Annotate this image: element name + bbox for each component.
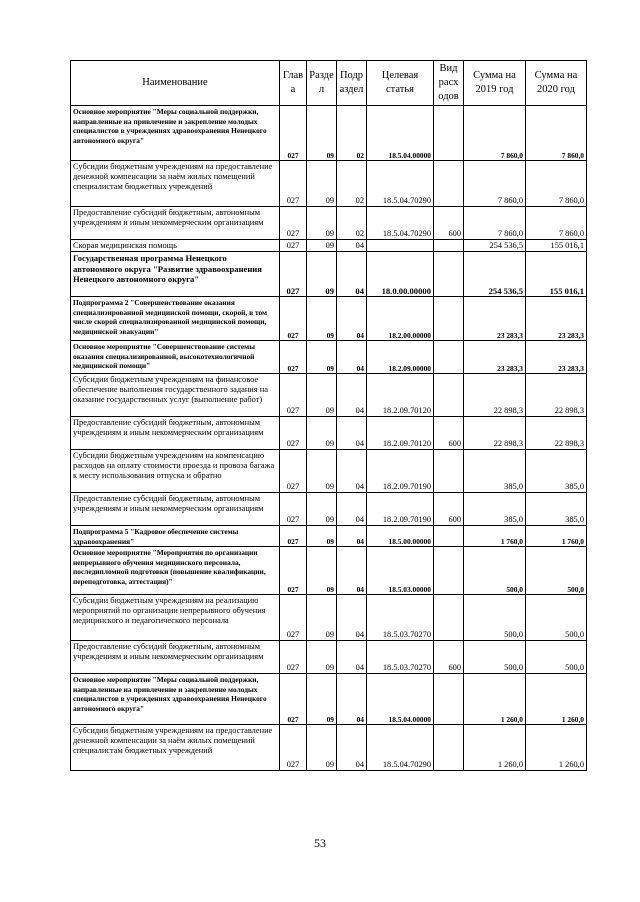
row-subsection: 02 — [337, 207, 367, 240]
row-chapter: 027 — [280, 341, 307, 374]
header-name: Наименование — [71, 61, 280, 106]
row-expense-type — [434, 450, 464, 493]
row-sum-2020: 22 898,3 — [526, 374, 587, 417]
row-target: 18.2.09.70190 — [367, 450, 434, 493]
table-row — [71, 341, 587, 374]
row-section: 09 — [307, 417, 337, 450]
table-row — [71, 417, 587, 450]
row-section: 09 — [307, 240, 337, 252]
row-name: Предоставление субсидий бюджетным, автономным учреждениям и иным некоммерческим организациям — [71, 641, 280, 674]
table-row — [71, 493, 587, 526]
row-section: 09 — [307, 493, 337, 526]
row-name: Основное мероприятие "Меры социальной поддержки, направленные на привлечение и закрепление молодых специалистов в учреждениях здравоохранения Ненецкого автономного округа" — [71, 106, 280, 161]
row-section: 09 — [307, 106, 337, 161]
row-sum-2020: 500,0 — [526, 547, 587, 595]
row-sum-2019: 23 283,3 — [464, 341, 526, 374]
row-chapter: 027 — [280, 526, 307, 547]
table-row — [71, 674, 587, 725]
row-section: 09 — [307, 374, 337, 417]
row-chapter: 027 — [280, 595, 307, 641]
row-name: Субсидии бюджетным учреждениям на предоставление денежной компенсации за наём жилых помещений специалистам бюджетных учреждений — [71, 725, 280, 771]
table-row — [71, 450, 587, 493]
row-chapter: 027 — [280, 374, 307, 417]
row-subsection: 04 — [337, 374, 367, 417]
row-expense-type — [434, 547, 464, 595]
row-sum-2020: 155 016,1 — [526, 252, 587, 297]
row-subsection: 04 — [337, 641, 367, 674]
header-subsection: Подр аздел — [337, 61, 367, 106]
row-subsection: 04 — [337, 674, 367, 725]
row-expense-type — [434, 674, 464, 725]
row-chapter: 027 — [280, 252, 307, 297]
row-section: 09 — [307, 297, 337, 341]
row-sum-2019: 1 260,0 — [464, 674, 526, 725]
row-subsection: 04 — [337, 240, 367, 252]
row-subsection: 04 — [337, 595, 367, 641]
row-subsection: 04 — [337, 252, 367, 297]
row-expense-type: 600 — [434, 207, 464, 240]
table-row — [71, 161, 587, 207]
row-sum-2020: 23 283,3 — [526, 297, 587, 341]
row-sum-2020: 500,0 — [526, 595, 587, 641]
row-chapter: 027 — [280, 641, 307, 674]
table-row — [71, 595, 587, 641]
row-sum-2020: 155 016,1 — [526, 240, 587, 252]
row-sum-2019: 7 860,0 — [464, 207, 526, 240]
row-sum-2020: 7 860,0 — [526, 207, 587, 240]
row-target: 18.2.09.70120 — [367, 374, 434, 417]
row-name: Субсидии бюджетным учреждениям на компенсацию расходов на оплату стоимости проезда и провоза багажа к месту использования отпуска и обратно — [71, 450, 280, 493]
row-name: Основное мероприятие "Меры социальной поддержки, направленные на привлечение и закрепление молодых специалистов в учреждениях здравоохранения Ненецкого автономного округа" — [71, 674, 280, 725]
table-body — [71, 106, 587, 771]
row-expense-type: 600 — [434, 641, 464, 674]
row-sum-2020: 23 283,3 — [526, 341, 587, 374]
row-sum-2019: 385,0 — [464, 493, 526, 526]
row-target: 18.5.04.00000 — [367, 674, 434, 725]
row-chapter: 027 — [280, 725, 307, 771]
row-target: 18.5.03.70270 — [367, 641, 434, 674]
row-sum-2019: 1 760,0 — [464, 526, 526, 547]
row-target: 18.2.09.00000 — [367, 341, 434, 374]
row-target: 18.5.00.00000 — [367, 526, 434, 547]
header-expense-type: Вид расх одов — [434, 61, 464, 106]
table-row — [71, 207, 587, 240]
row-sum-2020: 1 260,0 — [526, 674, 587, 725]
row-section: 09 — [307, 207, 337, 240]
row-chapter: 027 — [280, 207, 307, 240]
row-target: 18.5.04.70290 — [367, 161, 434, 207]
row-sum-2020: 7 860,0 — [526, 161, 587, 207]
page-number: 53 — [314, 836, 326, 850]
header-chapter: Глав а — [280, 61, 307, 106]
row-chapter: 027 — [280, 297, 307, 341]
row-section: 09 — [307, 641, 337, 674]
row-section: 09 — [307, 595, 337, 641]
row-target: 18.5.04.70290 — [367, 207, 434, 240]
row-target: 18.5.03.70270 — [367, 595, 434, 641]
row-section: 09 — [307, 674, 337, 725]
header-sum-2019: Сумма на 2019 год — [464, 61, 526, 106]
row-subsection: 04 — [337, 526, 367, 547]
header-sum-2020: Сумма на 2020 год — [526, 61, 587, 106]
row-name: Субсидии бюджетным учреждениям на финансовое обеспечение выполнения государственного задания на оказание государственных услуг (выполнение работ) — [71, 374, 280, 417]
row-chapter: 027 — [280, 417, 307, 450]
row-sum-2020: 1 760,0 — [526, 526, 587, 547]
row-section: 09 — [307, 450, 337, 493]
row-target: 18.0.00.00000 — [367, 252, 434, 297]
row-subsection: 04 — [337, 297, 367, 341]
row-name: Субсидии бюджетным учреждениям на реализацию мероприятий по организации непрерывного обучения медицинского и педагогического персонала — [71, 595, 280, 641]
row-section: 09 — [307, 252, 337, 297]
table-row — [71, 725, 587, 771]
table-row — [71, 526, 587, 547]
row-expense-type — [434, 240, 464, 252]
row-target: 18.5.04.00000 — [367, 106, 434, 161]
row-sum-2019: 7 860,0 — [464, 106, 526, 161]
row-name: Подпрограмма 2 "Совершенствование оказания специализированной медицинской помощи, скорой, в том числе скорой специализированной медицинской помощи, медицинской эвакуации" — [71, 297, 280, 341]
table-row — [71, 547, 587, 595]
table-header-row — [71, 61, 587, 106]
row-sum-2019: 22 898,3 — [464, 374, 526, 417]
row-subsection: 04 — [337, 493, 367, 526]
row-target — [367, 240, 434, 252]
row-sum-2020: 500,0 — [526, 641, 587, 674]
row-target: 18.5.03.00000 — [367, 547, 434, 595]
row-expense-type — [434, 374, 464, 417]
table-row — [71, 106, 587, 161]
row-chapter: 027 — [280, 106, 307, 161]
row-sum-2020: 22 898,3 — [526, 417, 587, 450]
row-sum-2020: 1 260,0 — [526, 725, 587, 771]
row-sum-2019: 7 860,0 — [464, 161, 526, 207]
row-name: Скорая медицинская помощь — [71, 240, 280, 252]
row-name: Основное мероприятие "Мероприятия по организации непрерывного обучения медицинского персонала, последипломной подготовки (повышение квалификации, переподготовка, аттестация)" — [71, 547, 280, 595]
row-chapter: 027 — [280, 674, 307, 725]
row-expense-type — [434, 252, 464, 297]
row-subsection: 04 — [337, 547, 367, 595]
budget-table — [70, 60, 587, 771]
row-chapter: 027 — [280, 450, 307, 493]
row-name: Предоставление субсидий бюджетным, автономным учреждениям и иным некоммерческим организациям — [71, 493, 280, 526]
row-chapter: 027 — [280, 240, 307, 252]
row-sum-2019: 1 260,0 — [464, 725, 526, 771]
row-expense-type — [434, 297, 464, 341]
row-name: Предоставление субсидий бюджетным, автономным учреждениям и иным некоммерческим организациям — [71, 207, 280, 240]
row-sum-2020: 385,0 — [526, 450, 587, 493]
row-subsection: 04 — [337, 450, 367, 493]
row-subsection: 02 — [337, 106, 367, 161]
row-sum-2019: 385,0 — [464, 450, 526, 493]
row-section: 09 — [307, 725, 337, 771]
row-sum-2019: 23 283,3 — [464, 297, 526, 341]
header-target: Целевая статья — [367, 61, 434, 106]
row-expense-type — [434, 161, 464, 207]
row-section: 09 — [307, 526, 337, 547]
row-sum-2019: 254 536,5 — [464, 252, 526, 297]
row-sum-2020: 385,0 — [526, 493, 587, 526]
row-subsection: 04 — [337, 417, 367, 450]
row-section: 09 — [307, 341, 337, 374]
row-sum-2019: 500,0 — [464, 595, 526, 641]
row-subsection: 04 — [337, 341, 367, 374]
row-name: Субсидии бюджетным учреждениям на предоставление денежной компенсации за наём жилых помещений специалистам бюджетных учреждений — [71, 161, 280, 207]
row-name: Основное мероприятие "Совершенствование системы оказания специализированной, высокотехнологичной медицинской помощи" — [71, 341, 280, 374]
table-row — [71, 297, 587, 341]
row-name: Подпрограмма 5 "Кадровое обеспечение системы здравоохранения" — [71, 526, 280, 547]
row-expense-type — [434, 526, 464, 547]
row-sum-2019: 22 898,3 — [464, 417, 526, 450]
row-name: Предоставление субсидий бюджетным, автономным учреждениям и иным некоммерческим организациям — [71, 417, 280, 450]
row-section: 09 — [307, 547, 337, 595]
row-section: 09 — [307, 161, 337, 207]
row-target: 18.5.04.70290 — [367, 725, 434, 771]
row-subsection: 04 — [337, 725, 367, 771]
row-expense-type: 600 — [434, 493, 464, 526]
row-expense-type — [434, 595, 464, 641]
header-section: Разде л — [307, 61, 337, 106]
table-row — [71, 374, 587, 417]
row-sum-2019: 254 536,5 — [464, 240, 526, 252]
row-expense-type: 600 — [434, 417, 464, 450]
row-expense-type — [434, 341, 464, 374]
table-row — [71, 641, 587, 674]
row-chapter: 027 — [280, 547, 307, 595]
row-name: Государственная программа Ненецкого автономного округа "Развитие здравоохранения Ненецкого автономного округа" — [71, 252, 280, 297]
row-chapter: 027 — [280, 493, 307, 526]
row-sum-2020: 7 860,0 — [526, 106, 587, 161]
row-chapter: 027 — [280, 161, 307, 207]
row-subsection: 02 — [337, 161, 367, 207]
row-sum-2019: 500,0 — [464, 641, 526, 674]
row-target: 18.2.09.70190 — [367, 493, 434, 526]
row-target: 18.2.09.70120 — [367, 417, 434, 450]
row-expense-type — [434, 725, 464, 771]
table-row — [71, 240, 587, 252]
row-expense-type — [434, 106, 464, 161]
table-row — [71, 252, 587, 297]
row-target: 18.2.00.00000 — [367, 297, 434, 341]
row-sum-2019: 500,0 — [464, 547, 526, 595]
